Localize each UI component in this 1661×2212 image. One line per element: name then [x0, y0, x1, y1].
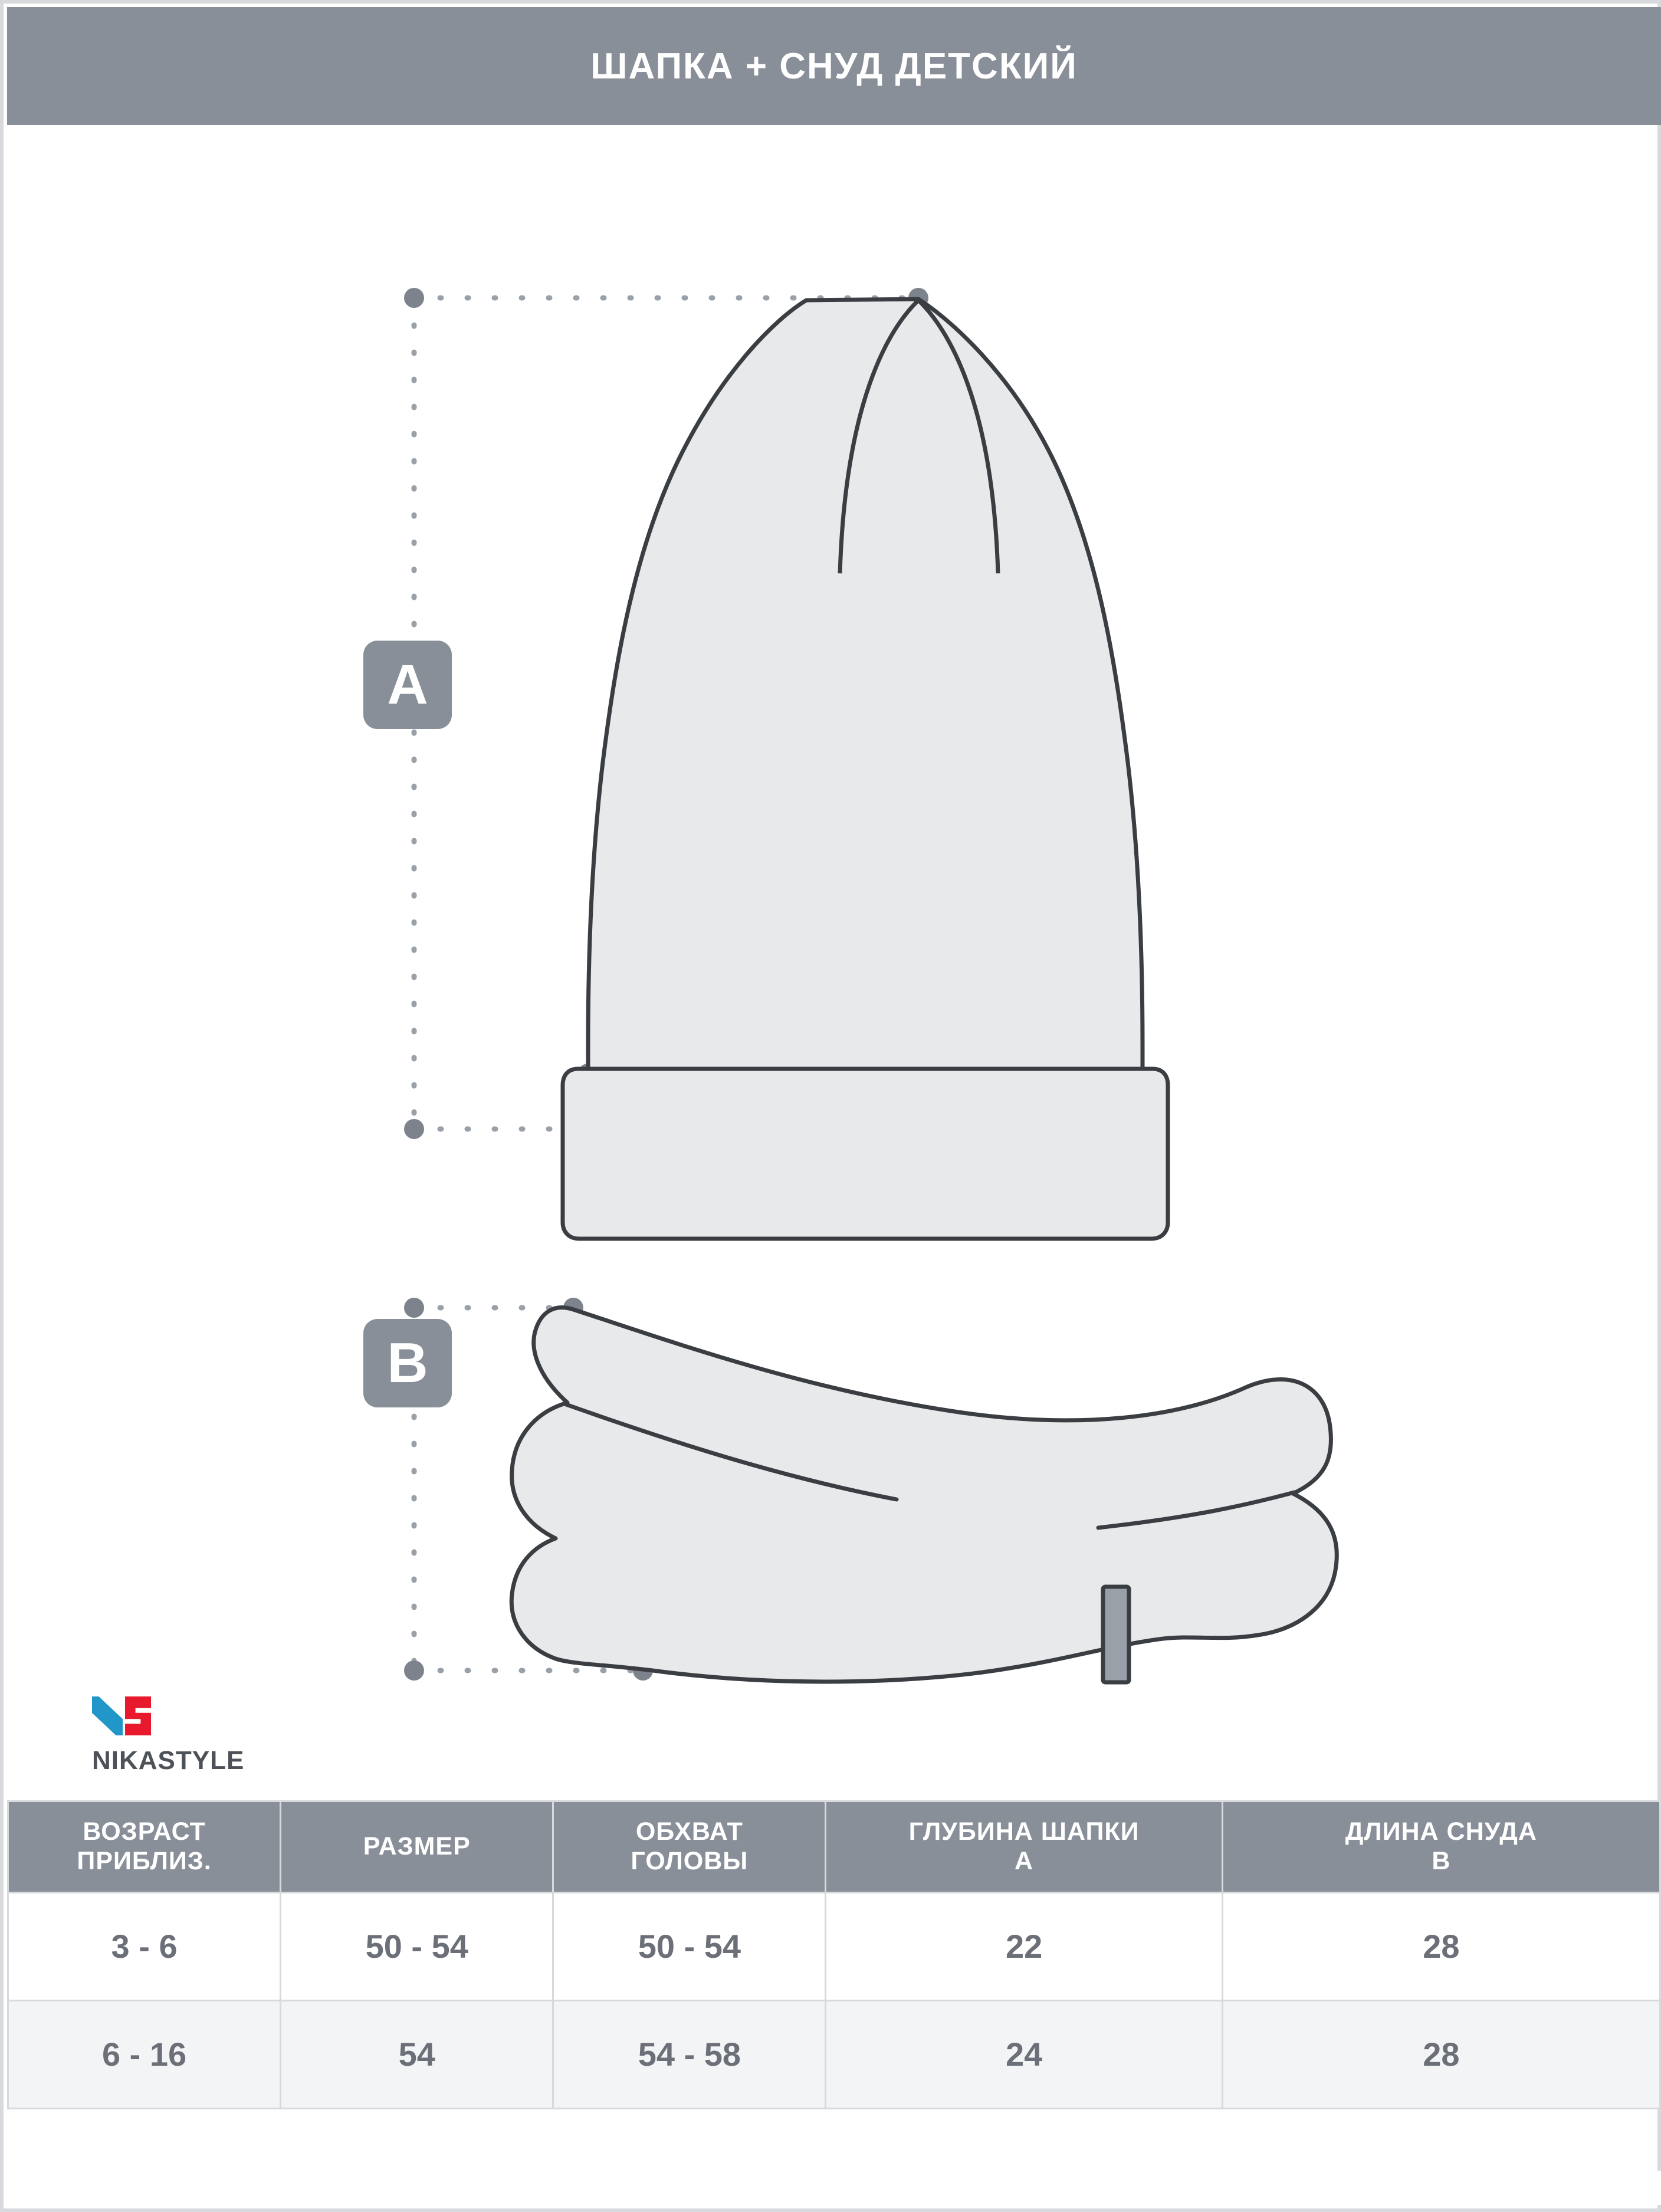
hat-brim	[563, 1069, 1168, 1239]
column-header-depth-line1: ГЛУБИНА ШАПКИ	[908, 1817, 1140, 1846]
column-header-snood-length	[1222, 1801, 1660, 1893]
column-header-snood-line1: ДЛИНА СНУДА	[1345, 1817, 1537, 1846]
column-header-head-line1: ОБХВАТ	[635, 1817, 743, 1846]
guide-dot	[404, 1660, 424, 1681]
brand-name: NIKASTYLE	[92, 1746, 245, 1775]
cell-head: 54 - 58	[553, 2000, 826, 2108]
column-header-size-line1: РАЗМЕР	[363, 1832, 471, 1860]
cell-snood: 28	[1222, 1892, 1660, 2000]
illustration-area	[7, 125, 1661, 1777]
table-row	[8, 2000, 1660, 2108]
cell-age: 3 - 6	[8, 1892, 281, 2000]
cell-snood: 28	[1222, 2000, 1660, 2108]
cell-head: 50 - 54	[553, 1892, 826, 2000]
footer-spacer	[7, 2171, 1661, 2205]
size-table	[7, 1800, 1661, 2109]
header-bar	[7, 7, 1661, 125]
marker-label-a: A	[387, 653, 428, 716]
cell-age: 6 - 16	[8, 2000, 281, 2108]
column-header-head-line2: ГОЛОВЫ	[631, 1846, 749, 1875]
size-table-head	[8, 1801, 1660, 1893]
column-header-head-circumference	[553, 1801, 826, 1893]
logo-letter-s-icon	[125, 1696, 151, 1735]
marker-badge-b	[363, 1319, 452, 1407]
brand-logo	[92, 1696, 340, 1775]
snood-body	[511, 1308, 1337, 1682]
guide-dot	[404, 288, 424, 308]
guide-dot	[404, 1298, 424, 1318]
table-header-row	[8, 1801, 1660, 1893]
cell-size: 54	[281, 2000, 553, 2108]
column-header-age-line2: ПРИБЛИЗ.	[77, 1846, 212, 1875]
marker-badge-a	[363, 641, 452, 729]
garment-diagram	[7, 125, 1661, 1777]
cell-size: 50 - 54	[281, 1892, 553, 2000]
logo-letter-n-icon	[92, 1696, 123, 1735]
column-header-hat-depth	[826, 1801, 1222, 1893]
column-header-depth-line2: A	[1015, 1846, 1034, 1875]
hat-crown	[588, 299, 1143, 1074]
size-table-body	[8, 1892, 1660, 2108]
page-title: ШАПКА + СНУД ДЕТСКИЙ	[590, 45, 1078, 87]
column-header-age-line1: ВОЗРАСТ	[83, 1817, 206, 1846]
cell-depth: 24	[826, 2000, 1222, 2108]
column-header-size	[281, 1801, 553, 1893]
logo-mark-icon	[92, 1696, 340, 1740]
cell-depth: 22	[826, 1892, 1222, 2000]
column-header-snood-line2: B	[1432, 1846, 1451, 1875]
snood-label-tag	[1103, 1587, 1129, 1682]
table-row	[8, 1892, 1660, 2000]
column-header-age	[8, 1801, 281, 1893]
guide-dot	[404, 1119, 424, 1139]
marker-label-b: B	[387, 1331, 428, 1394]
